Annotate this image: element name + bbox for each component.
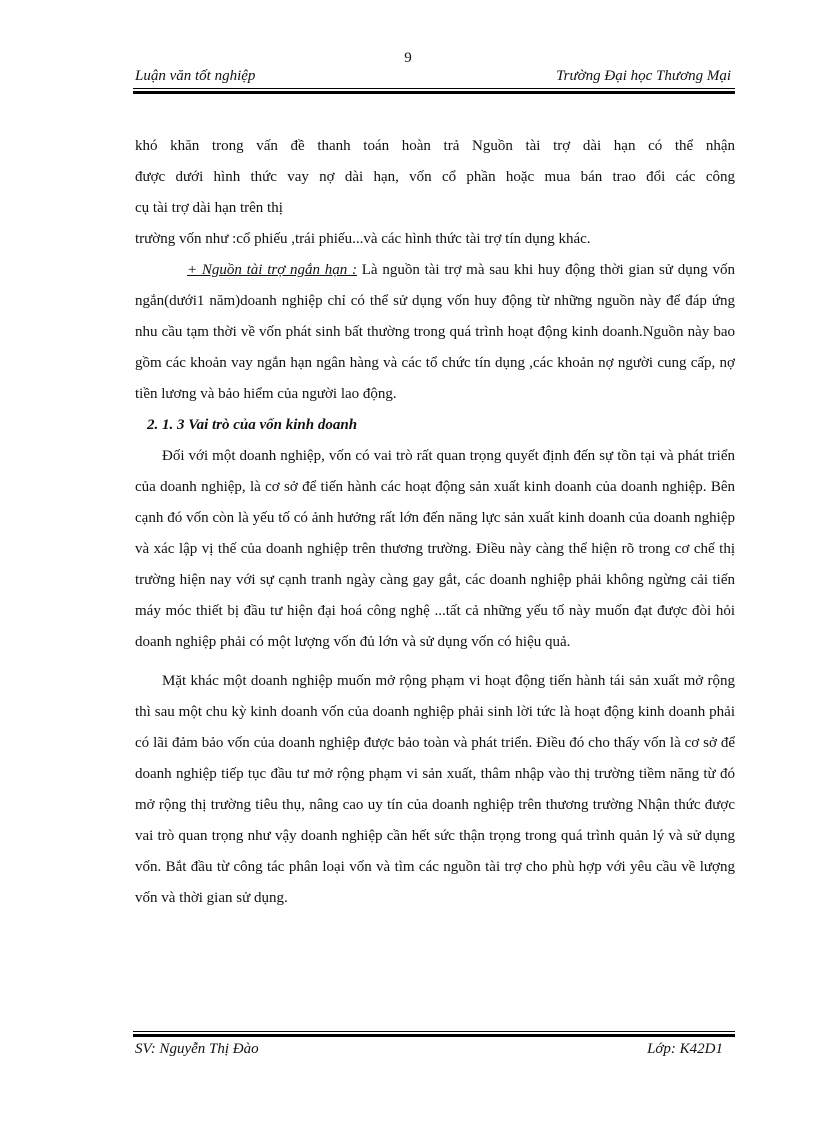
paragraph-line: trường vốn như :cổ phiếu ,trái phiếu...và các hình thức tài trợ tín dụng khác. bbox=[135, 231, 591, 247]
header-rule-thick bbox=[133, 91, 735, 94]
page-number: 9 bbox=[404, 50, 412, 66]
paragraph-gap bbox=[135, 658, 735, 666]
header-university-label: Trường Đại học Thương Mại bbox=[556, 68, 731, 84]
footer-rule-thin bbox=[133, 1031, 735, 1032]
short-term-sources-text: Là nguồn tài trợ mà sau khi huy động thời gian sử dụng vốn ngắn(dưới1 năm)doanh nghiệp chỉ có thể sử dụng vốn huy động từ những nguồn này để đáp ứng nhu cầu tạm thời về vốn phát sinh bất thường trong quá trình hoạt động kinh doanh.Nguồn này bao gồm các khoản vay ngắn hạn ngân hàng và các tổ chức tín dụng ,các khoản nợ người cung cấp, nợ tiền lương và bảo hiểm của người lao động. bbox=[135, 262, 735, 402]
footer-class-code: Lớp: K42D1 bbox=[647, 1041, 723, 1057]
paragraph-expansion: Mặt khác một doanh nghiệp muốn mở rộng phạm vi hoạt động tiến hành tái sản xuất mở rộng thì sau một chu kỳ kinh doanh vốn của doanh nghiệp phải sinh lời tức là hoạt động kinh doanh phải có lãi đảm bảo vốn của doanh nghiệp được bảo toàn và phát triển. Điều đó cho thấy vốn là cơ sở để doanh nghiệp tiếp tục đầu tư mở rộng phạm vi sản xuất, thâm nhập vào thị trường tiềm năng từ đó mở rộng thị trường tiêu thụ, nâng cao uy tín của doanh nghiệp trên thương trường Nhận thức được vai trò quan trọng như vậy doanh nghiệp cần hết sức thận trọng trong quá trình quản lý và sử dụng vốn. Bắt đầu từ công tác phân loại vốn và tìm các nguồn tài trợ cho phù hợp với yêu cầu về lượng vốn và thời gian sử dụng. bbox=[135, 673, 735, 906]
footer-rule-thick bbox=[133, 1034, 735, 1037]
paragraph-short-term-sources bbox=[135, 255, 735, 410]
header-rule-thin bbox=[133, 88, 735, 89]
section-heading: 2. 1. 3 Vai trò của vốn kinh doanh bbox=[147, 417, 358, 433]
document-body bbox=[135, 131, 735, 914]
paragraph-line: được dưới hình thức vay nợ dài hạn, vốn cổ phần hoặc mua bán trao đổi các công bbox=[135, 169, 735, 185]
header-thesis-label: Luận văn tốt nghiệp bbox=[135, 68, 256, 84]
paragraph-line: cụ tài trợ dài hạn trên thị bbox=[135, 200, 283, 216]
page-footer bbox=[133, 1041, 735, 1063]
paragraph-line: khó khăn trong vấn đề thanh toán hoàn trả Nguồn tài trợ dài hạn có thể nhận bbox=[135, 138, 735, 154]
footer-student-name: SV: Nguyễn Thị Đào bbox=[135, 1041, 259, 1057]
page-header bbox=[133, 66, 735, 88]
short-term-sources-term: + Nguồn tài trợ ngắn hạn : bbox=[187, 262, 357, 278]
paragraph-role-of-capital: Đối với một doanh nghiệp, vốn có vai trò rất quan trọng quyết định đến sự tồn tại và phát triển của doanh nghiệp, là cơ sở để tiến hành các hoạt động sản xuất kinh doanh của doanh nghiệp. Bên cạnh đó vốn còn là yếu tố có ảnh hưởng rất lớn đến năng lực sản xuất kinh doanh của doanh nghiệp và xác lập vị thế của doanh nghiệp trên thương trường. Điều này càng thể hiện rõ trong cơ chế thị trường hiện nay với sự cạnh tranh ngày càng gay gắt, các doanh nghiệp phải không ngừng cải tiến máy móc thiết bị đầu tư hiện đại hoá công nghệ ...tất cả những yếu tố này muốn đạt được đòi hỏi doanh nghiệp phải có một lượng vốn đủ lớn và sử dụng vốn có hiệu quả. bbox=[135, 448, 735, 650]
